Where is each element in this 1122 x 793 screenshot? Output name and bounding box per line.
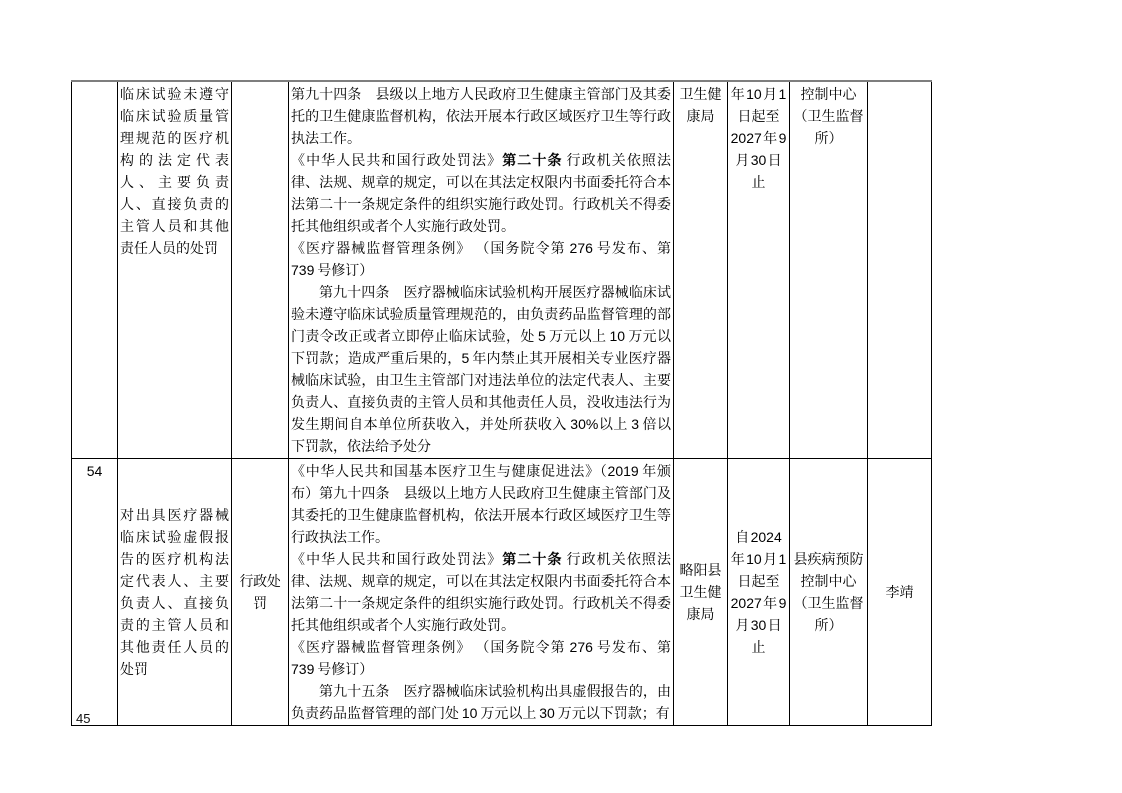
row-number-cell: 54 <box>72 459 118 726</box>
penalty-type-cell: 行政处罚 <box>232 459 289 726</box>
contact-person-cell <box>868 81 932 459</box>
penalty-table-body <box>72 81 932 726</box>
legal-basis-cell <box>289 459 674 726</box>
legal-basis-paragraph: 第九十四条 医疗器械临床试验机构开展医疗器械临床试验未遵守临床试验质量管理规范的，由负责药品监督管理的部门责令改正或者立即停止临床试验，处 5 万元以上 10 万元以下罚款；造成严重后果的，5 年内禁止其开展相关专业医疗器械临床试验，由卫生主管部门对违法单位的法定代表人、主要负责人、直接负责的主管人员和其他责任人员，没收违法行为发生期间自本单位所获收入，并处所获收入 30%以上 3 倍以下罚款，依法给予处分 <box>291 284 671 454</box>
penalty-item-cell: 临床试验未遵守临床试验质量管理规范的医疗机构的法定代表人、主要负责人、直接负责的主管人员和其他责任人员的处罚 <box>118 81 232 459</box>
penalty-type-cell <box>232 81 289 459</box>
legal-basis-paragraph: 《医疗器械监督管理条例》 （国务院令第 276 号发布、第 739 号修订） <box>291 240 671 278</box>
page-number: 45 <box>76 711 91 726</box>
table-row <box>72 81 932 459</box>
legal-basis-paragraph: 《中华人民共和国行政处罚法》第二十条 行政机关依照法律、法规、规章的规定，可以在其法定权限内书面委托符合本法第二十一条规定条件的组织实施行政处罚。行政机关不得委托其他组织或者个人实施行政处罚。 <box>291 551 672 633</box>
delegating-agency-cell: 卫生健康局 <box>674 81 728 459</box>
contact-person-cell: 李靖 <box>868 459 932 726</box>
legal-basis-paragraph: 《医疗器械监督管理条例》 （国务院令第 276 号发布、第 739 号修订） <box>291 639 671 677</box>
table-row <box>72 459 932 726</box>
delegation-period-cell: 年 10 月 1 日起至 2027 年 9 月 30 日止 <box>728 81 790 459</box>
legal-basis-paragraph: 第九十四条 县级以上地方人民政府卫生健康主管部门及其委托的卫生健康监督机构，依法开展本行政区域医疗卫生等行政执法工作。 <box>291 86 671 146</box>
implementing-org-cell: 控制中心（卫生监督所） <box>790 81 868 459</box>
delegation-period-cell: 自 2024 年 10 月 1 日起至 2027 年 9 月 30 日止 <box>728 459 790 726</box>
penalty-delegation-table <box>71 80 932 726</box>
delegating-agency-cell: 略阳县卫生健康局 <box>674 459 728 726</box>
row-number-cell <box>72 81 118 459</box>
legal-basis-paragraph: 第九十五条 医疗器械临床试验机构出具虚假报告的，由负责药品监督管理的部门处 10 万元以上 30 万元以下罚款；有 <box>291 683 671 721</box>
penalty-item-cell: 对出具医疗器械临床试验虚假报告的医疗机构法定代表人、主要负责人、直接负责的主管人员和其他责任人员的处罚 <box>118 459 232 726</box>
implementing-org-cell: 县疾病预防控制中心（卫生监督所） <box>790 459 868 726</box>
legal-basis-paragraph: 《中华人民共和国基本医疗卫生与健康促进法》（2019 年颁布）第九十四条 县级以上地方人民政府卫生健康主管部门及其委托的卫生健康监督机构，依法开展本行政区域医疗卫生等行政执法工作。 <box>291 463 671 545</box>
legal-basis-paragraph: 《中华人民共和国行政处罚法》第二十条 行政机关依照法律、法规、规章的规定，可以在其法定权限内书面委托符合本法第二十一条规定条件的组织实施行政处罚。行政机关不得委托其他组织或者个人实施行政处罚。 <box>291 152 672 234</box>
legal-basis-cell <box>289 81 674 459</box>
